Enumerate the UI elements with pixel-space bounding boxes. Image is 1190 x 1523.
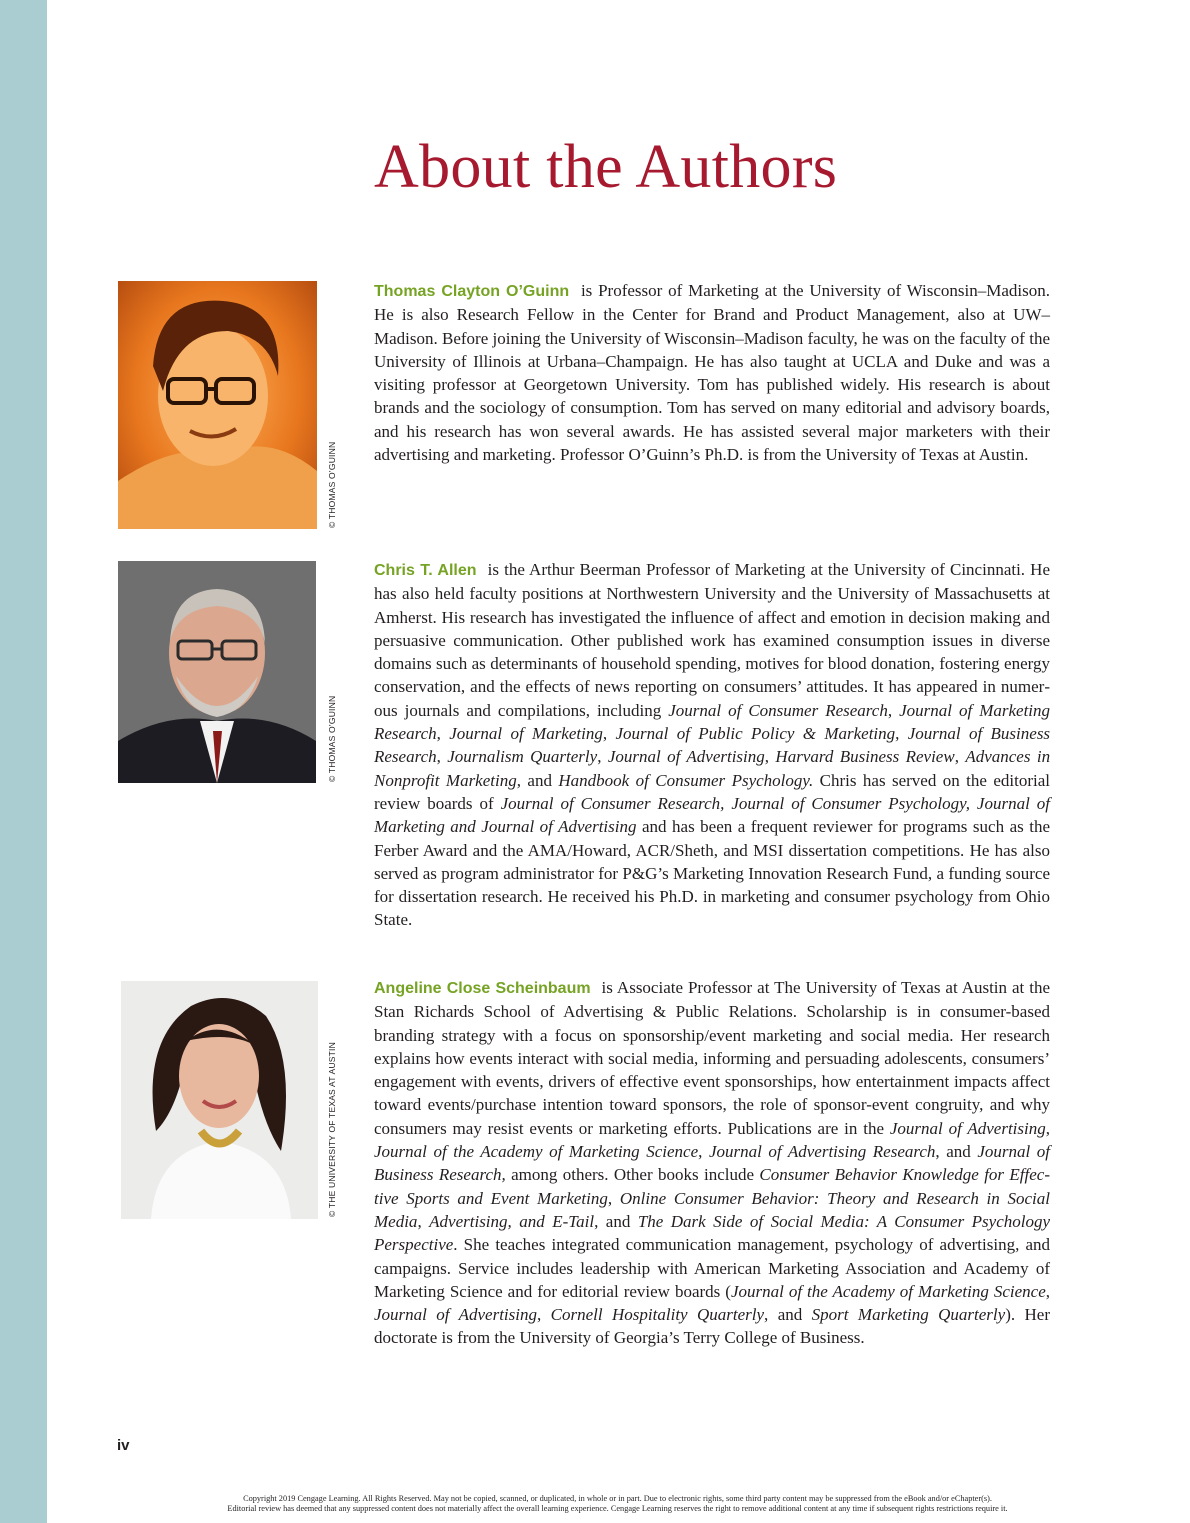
photo-credit: © THE UNIVERSITY OF TEXAS AT AUSTIN [327, 1042, 337, 1217]
bio-text-run: , [1045, 1118, 1050, 1138]
author-bio-text [374, 281, 1050, 464]
bio-text-run: , [887, 700, 900, 720]
bio-text-run: , and [594, 1211, 638, 1231]
publication-title: Journal of Advertising [889, 1118, 1046, 1138]
bio-text-run: , [436, 724, 450, 744]
publication-title: Journalism Quarterly [447, 747, 598, 767]
publication-title: Journal of Consumer Research, Journal of Consumer Psychology, Journal of Marketing and Journal of Advertising [374, 793, 1050, 837]
publication-title: Journal of Marketing [449, 724, 603, 744]
publication-title: Cornell Hospitality Quarterly [550, 1305, 765, 1325]
page-number: iv [117, 1437, 130, 1454]
publication-title: Advertising, and E-Tail [429, 1211, 595, 1231]
author-photo-oguinn [118, 281, 317, 529]
author-photo-allen [118, 561, 316, 783]
page-title: About the Authors [374, 133, 838, 201]
side-color-band [0, 0, 47, 1523]
author-bio [374, 976, 1050, 1350]
bio-text-run: ). Her doctorate is from the University of Georgia’s Terry College of Business. [374, 1305, 1051, 1348]
copyright-line: Editorial review has deemed that any suppressed content does not materially affect the overall learning experience. Cengage Learning reserves the right to remove additional content at any time if subsequent rights restrictions require it. [227, 1504, 1008, 1513]
bio-text-run: Chris has served on the editorial review boards of [374, 770, 1051, 813]
bio-text-run: , and [516, 770, 559, 790]
bio-text-run: and has been a frequent reviewer for programs such as the Ferber Award and the AMA/Howard, ACR/Sheth, and MSI dissertation competitions. He has also served as program administrator for P&G’s Marketing Innovation Research Fund, a funding source for dissertation research. He received his Ph.D. in marketing and consumer psychology from Ohio State. [374, 817, 1050, 930]
bio-text-run: is Associate Professor at The University of Texas at Austin at the Stan Richards School of Advertising & Public Relations. Scholarship is in consumer-based branding strategy with a focus on sponsorship/event marketing and social media. Her research explains how events interact with social media, informing and persuading adolescents, consumers’ engagement with events, drivers of effective event sponsorships, how entertainment impacts affect toward events/purchase intention toward sponsors, the role of sponsor-event congruity, and why consumers may resist events or marketing efforts. Publications are in the [374, 978, 1050, 1138]
publication-title: Journal of Consumer Research [668, 700, 888, 720]
bio-text-run: , [764, 747, 776, 767]
publication-title: Journal of Marketing Research [374, 700, 1051, 744]
author-name: Angeline Close Scheinbaum [374, 980, 591, 997]
copyright-notice [90, 1494, 1145, 1514]
bio-text-run: among others. Other books include [505, 1165, 760, 1185]
bio-text-run: . She teaches integrated communication management, psychology of advertising, and campaigns. Service includes leadership with American Marketing Association and Academy of Marketing Science and for editorial review boards ( [374, 1235, 1050, 1301]
author-name: Chris T. Allen [374, 562, 477, 579]
photo-credit: © THOMAS O’GUINN [327, 695, 337, 782]
publication-title: Harvard Business Review [775, 747, 955, 767]
bio-text-run: , [698, 1142, 709, 1162]
author-bio [374, 279, 1050, 466]
author-name: Thomas Clayton O’Guinn [374, 283, 570, 300]
publication-title: The Dark Side of Social Media: A Consumer Psychology Perspective [374, 1211, 1051, 1255]
publication-title: Handbook of Consumer Psychology. [558, 770, 814, 790]
publication-title: Journal of Advertising [374, 1305, 537, 1325]
bio-text-run: , [602, 724, 616, 744]
photo-credit: © THOMAS O’GUINN [327, 441, 337, 528]
publication-title: Online Consumer Behavior: Theory and Research in Social Media [374, 1188, 1050, 1231]
publication-title: Journal of Business Research [374, 724, 1051, 767]
bio-text-run: , and [935, 1142, 978, 1162]
bio-text-run: , [436, 747, 448, 767]
bio-text-run: , [607, 1188, 620, 1208]
author-bio [374, 558, 1050, 932]
copyright-line: Copyright 2019 Cengage Learning. All Rights Reserved. May not be copied, scanned, or duplicated, in whole or in part. Due to electronic rights, some third party content may be suppressed from the eBook and/or eChapter(s). [243, 1494, 992, 1503]
bio-text-run: , [597, 747, 608, 767]
bio-text-run: , and [764, 1305, 812, 1325]
bio-text-run: is Professor of Marketing at the University of Wisconsin–Madison. He is also Research Fellow in the Center for Brand and Product Management, also at UW–Madison. Before joining the University of Wisconsin–Madison faculty, he was on the faculty of the University of Illinois at Urbana–Champaign. He has also taught at UCLA and Duke and was a visiting professor at Georgetown University. Tom has published widely. His research is about brands and the sociology of consumption. Tom has served on many editorial and advisory boards, and his research has won several awards. He has assisted several major marketers with their advertising and marketing. Professor O’Guinn’s Ph.D. is from the University of Texas at Austin. [374, 281, 1050, 465]
bio-text-run: , [895, 724, 908, 744]
publication-title: Journal of Business Research, [374, 1142, 1050, 1185]
publication-title: Advances in Nonprofit Marketing [374, 747, 1051, 790]
bio-text-run: , [417, 1211, 430, 1231]
publication-title: Journal of Advertising Research [708, 1142, 936, 1162]
author-bio-text [374, 560, 1050, 929]
publication-title: Journal of the Academy of Marketing Science [374, 1142, 699, 1162]
bio-text-run: is the Arthur Beerman Professor of Marketing at the University of Cincinnati. He has also held faculty positions at Northwestern University and the University of Massachusetts at Amherst. His research has investigated the influence of affect and emotion in decision making and persuasive communication. Other published work has examined consumption issues in diverse domains such as determinants of household spending, motives for blood donation, fostering energy conservation, and the effects of news reporting on consumers’ attitudes. It has appeared in numerous journals and compilations, including [374, 560, 1051, 720]
publication-title: Consumer Behavior Knowledge for Effective Sports and Event Marketing [374, 1165, 1050, 1208]
bio-text-run: , [537, 1305, 551, 1325]
publication-title: Sport Marketing Quarterly [811, 1305, 1006, 1325]
publication-title: Journal of Public Policy & Marketing [615, 724, 896, 744]
author-bio-text [374, 978, 1050, 1347]
bio-text-run: , [1045, 1281, 1051, 1301]
author-photo-scheinbaum [121, 981, 318, 1219]
publication-title: Journal of the Academy of Marketing Science [730, 1281, 1046, 1301]
publication-title: Journal of Advertising [607, 747, 765, 767]
bio-text-run: , [954, 747, 966, 767]
